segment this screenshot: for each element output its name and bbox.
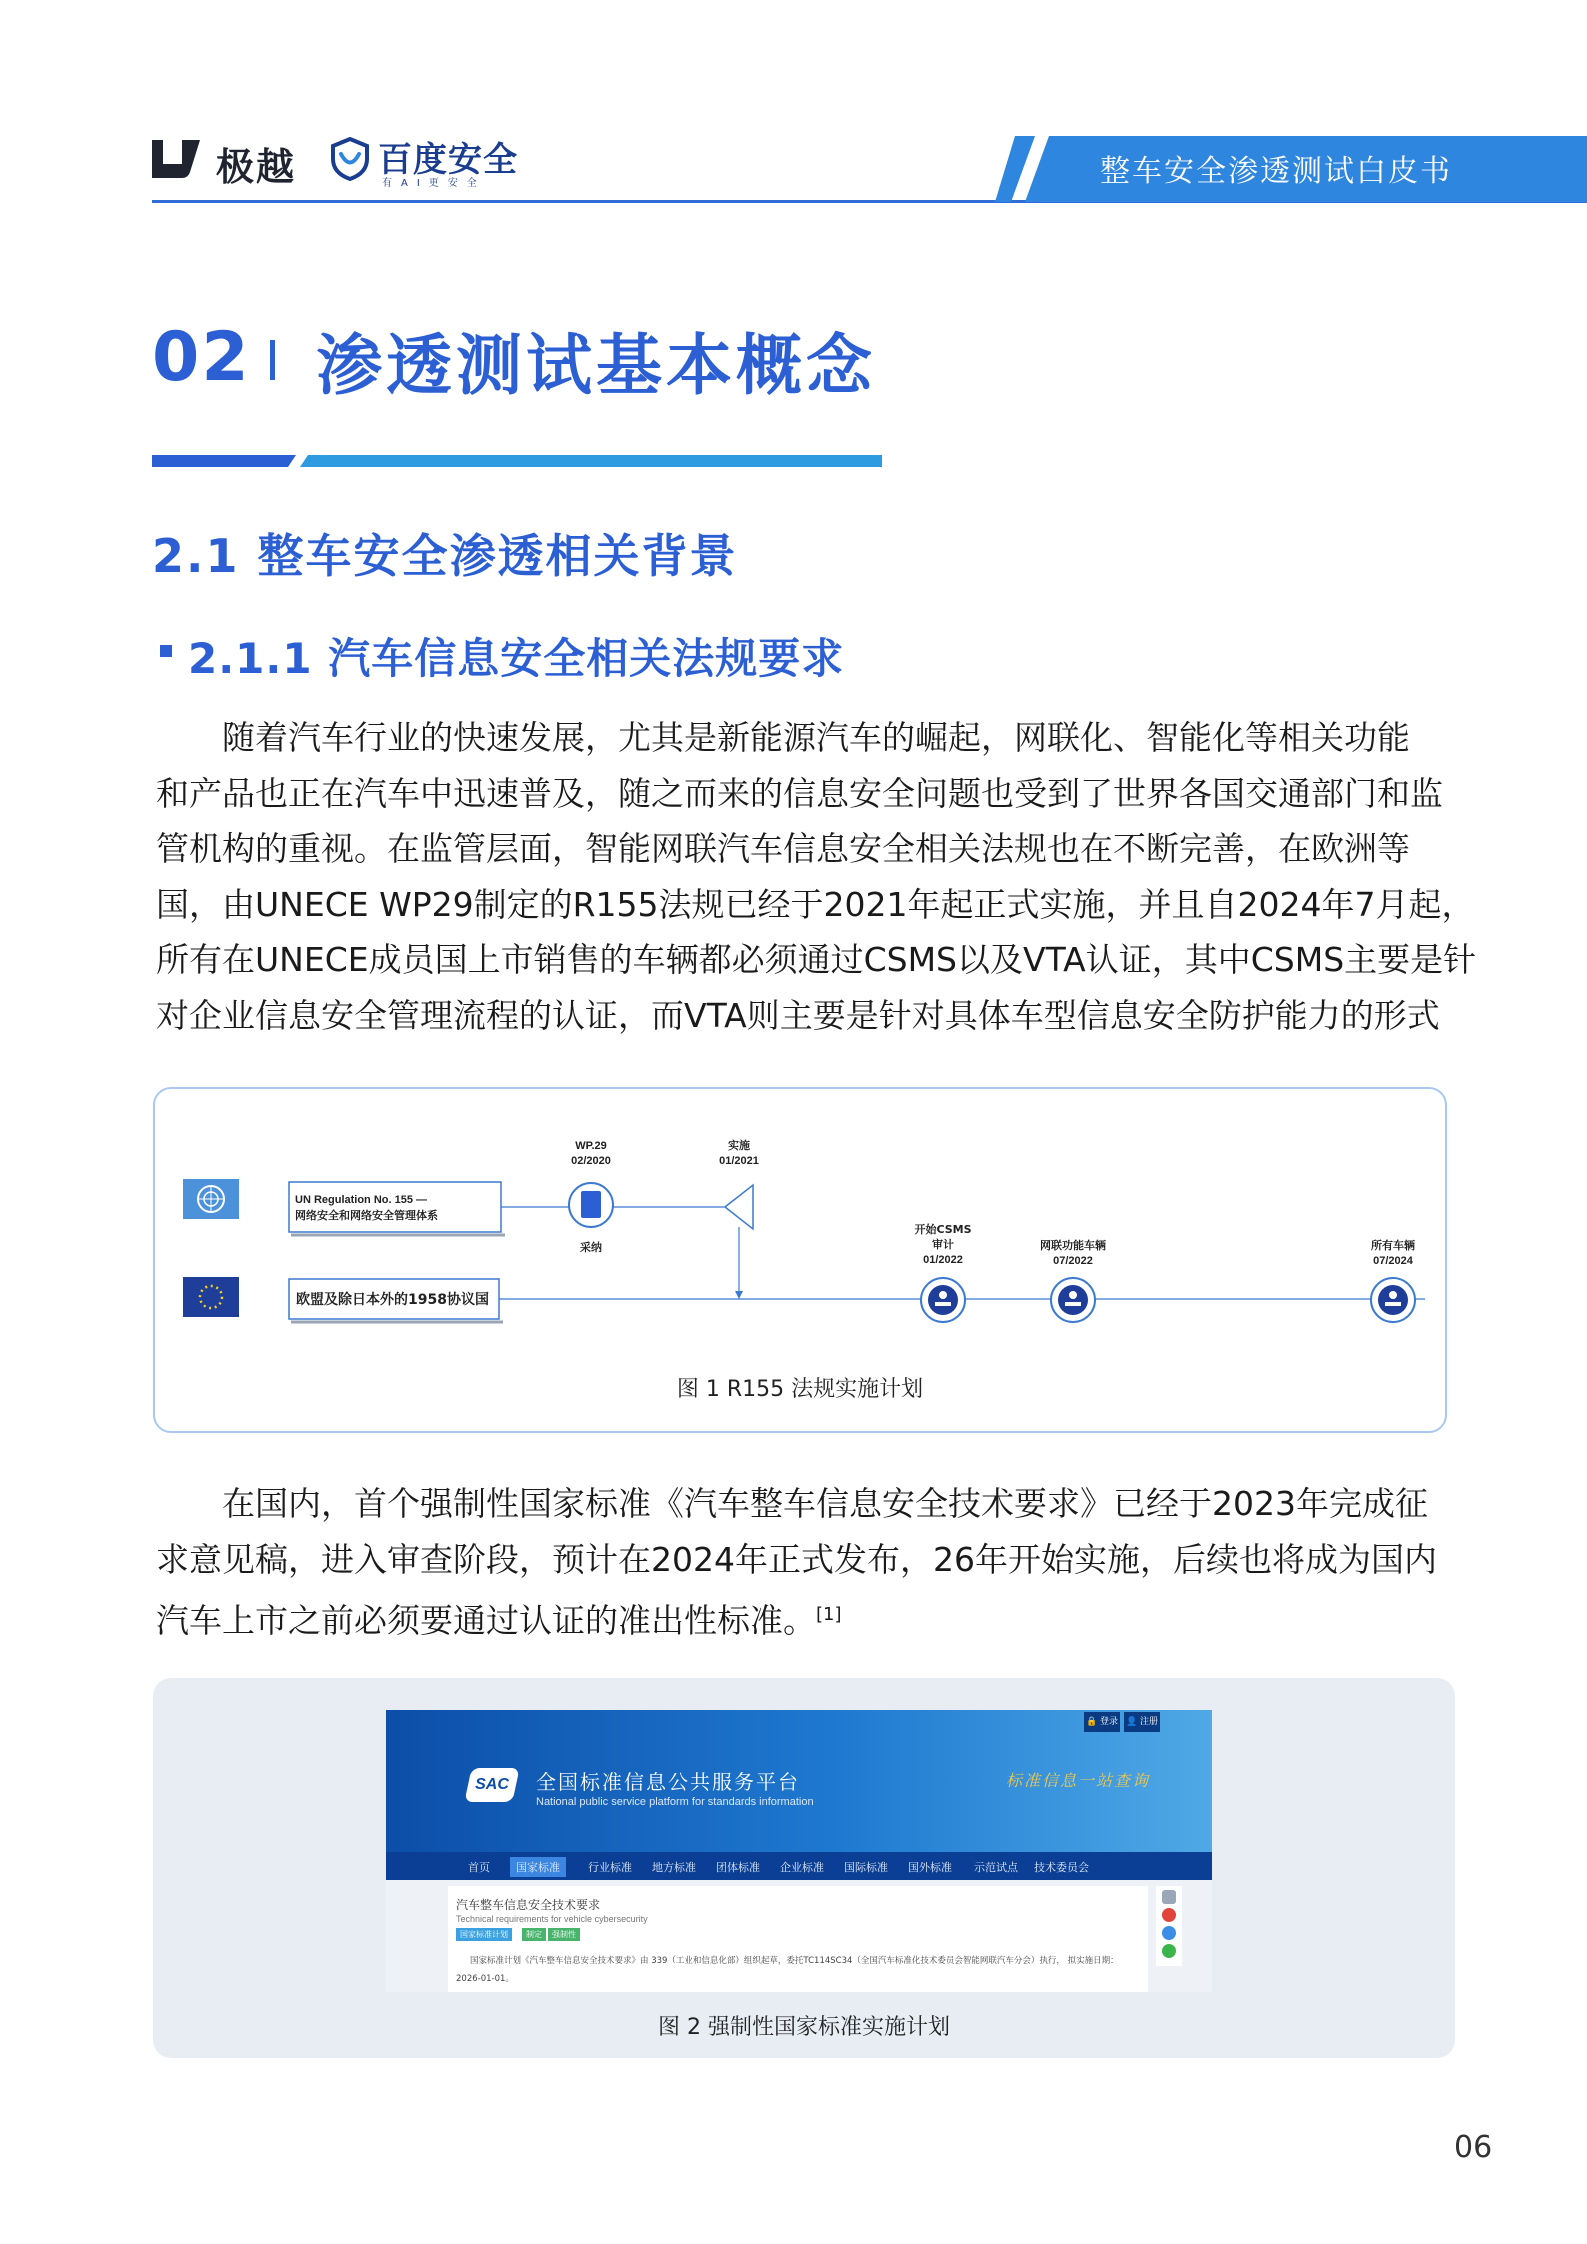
nav-item[interactable]: 企业标准 bbox=[780, 1861, 824, 1874]
paragraph-line: 所有在UNECE成员国上市销售的车辆都必须通过CSMS以及VTA认证，其中CSMS主要是针 bbox=[156, 940, 1477, 979]
paragraph-line: 随着汽车行业的快速发展，尤其是新能源汽车的崛起，网联化、智能化等相关功能 bbox=[222, 718, 1410, 757]
nav-item[interactable]: 团体标准 bbox=[716, 1861, 760, 1874]
share-icon[interactable] bbox=[1162, 1890, 1176, 1904]
un-regulation-label: UN Regulation No. 155 — bbox=[295, 1194, 428, 1206]
nav-item[interactable]: 示范试点 bbox=[974, 1861, 1018, 1874]
site-banner bbox=[386, 1710, 1212, 1852]
page-number: 06 bbox=[1454, 2130, 1493, 2165]
site-subtitle: National public service platform for standards information bbox=[536, 1796, 814, 1808]
chapter-number: 02 bbox=[152, 318, 251, 397]
nav-item[interactable]: 首页 bbox=[468, 1861, 490, 1874]
milestone-implement-date: 01/2021 bbox=[719, 1155, 759, 1167]
nav-item-active[interactable]: 国家标准 bbox=[510, 1857, 566, 1877]
site-nav bbox=[386, 1852, 1212, 1880]
paragraph-text: 汽车上市之前必须要通过认证的准出性标准。 bbox=[156, 1601, 816, 1640]
section-title: 2.1 整车安全渗透相关背景 bbox=[152, 529, 738, 583]
document-title: 整车安全渗透测试白皮书 bbox=[1100, 154, 1452, 189]
weibo-icon[interactable] bbox=[1162, 1908, 1176, 1922]
standard-title: 汽车整车信息安全技术要求 bbox=[456, 1898, 601, 1912]
paragraph-line: 管机构的重视。在监管层面，智能网联汽车信息安全相关法规也在不断完善，在欧洲等 bbox=[156, 829, 1410, 868]
lock-icon: 🔒 bbox=[1085, 1717, 1098, 1727]
sac-logo: SAC bbox=[464, 1768, 519, 1802]
tag-draft: 制定 bbox=[522, 1928, 546, 1941]
milestone-implement-label: 实施 bbox=[728, 1139, 750, 1152]
share-sidebar bbox=[1156, 1886, 1182, 1966]
stamp-icon bbox=[1058, 1285, 1088, 1315]
nav-item[interactable]: 国际标准 bbox=[844, 1861, 888, 1874]
wechat-icon[interactable] bbox=[1162, 1944, 1176, 1958]
baidu-shield-icon bbox=[330, 137, 370, 181]
tag-mandatory: 强制性 bbox=[548, 1928, 580, 1941]
milestone-wp29-label: WP.29 bbox=[575, 1140, 607, 1152]
jiyue-logo-icon bbox=[152, 140, 200, 178]
login-label: 登录 bbox=[1100, 1717, 1119, 1727]
eu-flag-icon bbox=[183, 1277, 239, 1317]
milestone-csms-label: 开始CSMS bbox=[914, 1223, 972, 1236]
tag-plan: 国家标准计划 bbox=[456, 1928, 512, 1941]
standard-date: 2026-01-01。 bbox=[456, 1974, 514, 1984]
paragraph-line: 在国内，首个强制性国家标准《汽车整车信息安全技术要求》已经于2023年完成征 bbox=[222, 1484, 1428, 1523]
eu-region-label: 欧盟及除日本外的1958协议国 bbox=[296, 1292, 489, 1308]
figure2-caption: 图 2 强制性国家标准实施计划 bbox=[658, 2015, 950, 2040]
chapter-underline bbox=[152, 455, 882, 467]
site-slogan: 标准信息一站查询 bbox=[1006, 1771, 1151, 1790]
paragraph-line: 和产品也正在汽车中迅速普及，随之而来的信息安全问题也受到了世界各国交通部门和监 bbox=[156, 773, 1443, 813]
login-button[interactable] bbox=[1084, 1712, 1120, 1732]
milestone-all-label: 所有车辆 bbox=[1371, 1239, 1415, 1252]
site-title: 全国标准信息公共服务平台 bbox=[536, 1770, 800, 1794]
qq-icon[interactable] bbox=[1162, 1926, 1176, 1940]
register-button[interactable] bbox=[1124, 1712, 1160, 1732]
timeline-diagram bbox=[153, 1087, 1447, 1387]
paragraph-line: 对企业信息安全管理流程的认证，而VTA则主要是针对具体车型信息安全防护能力的形式 bbox=[156, 995, 1440, 1035]
milestone-csms-date: 01/2022 bbox=[923, 1254, 963, 1266]
user-icon: 👤 bbox=[1125, 1717, 1138, 1727]
paragraph-line bbox=[156, 1587, 1446, 1649]
brand-baidu-security: 百度安全 bbox=[378, 140, 518, 180]
chapter-separator bbox=[270, 340, 275, 380]
book-icon bbox=[581, 1191, 601, 1218]
standard-title-en: Technical requirements for vehicle cybersecurity bbox=[456, 1914, 648, 1924]
subsection-bullet bbox=[160, 645, 172, 657]
stamp-icon bbox=[928, 1285, 958, 1315]
standard-body: 国家标准计划《汽车整车信息安全技术要求》由 339（工业和信息化部）组织起草，委托TC114SC34（全国汽车标准化技术委员会智能网联汽车分会）执行， 拟实施日期： bbox=[470, 1956, 1119, 1966]
paragraph-national-standard bbox=[156, 1476, 1446, 1649]
milestone-wp29-date: 02/2020 bbox=[571, 1155, 611, 1167]
website-screenshot bbox=[386, 1710, 1212, 1992]
brand-jiyue: 极越 bbox=[216, 145, 297, 189]
paragraph-line: 国，由UNECE WP29制定的R155法规已经于2021年起正式实施，并且自2024年7月起， bbox=[156, 884, 1475, 924]
paragraph-regulations bbox=[156, 710, 1477, 1043]
reference-link[interactable]: [1] bbox=[816, 1604, 842, 1625]
standard-card bbox=[448, 1886, 1148, 1992]
milestone-csms-label2: 审计 bbox=[932, 1238, 954, 1251]
milestone-connected-label: 网联功能车辆 bbox=[1040, 1239, 1106, 1252]
nav-item[interactable]: 地方标准 bbox=[652, 1861, 696, 1874]
milestone-connected-date: 07/2022 bbox=[1053, 1255, 1093, 1267]
nav-item[interactable]: 行业标准 bbox=[588, 1861, 632, 1874]
brand-baidu-slogan: 有AI更安全 bbox=[382, 178, 486, 189]
un-regulation-sublabel: 网络安全和网络安全管理体系 bbox=[295, 1209, 438, 1222]
chapter-title: 渗透测试基本概念 bbox=[316, 327, 876, 404]
figure1-caption: 图 1 R155 法规实施计划 bbox=[676, 1377, 924, 1402]
milestone-wp29-note: 采纳 bbox=[580, 1241, 602, 1254]
nav-item[interactable]: 国外标准 bbox=[908, 1861, 952, 1874]
nav-item[interactable]: 技术委员会 bbox=[1034, 1861, 1089, 1874]
subsection-title: 2.1.1 汽车信息安全相关法规要求 bbox=[188, 634, 845, 683]
flag-triangle-icon bbox=[725, 1185, 753, 1229]
paragraph-line: 求意见稿，进入审查阶段，预计在2024年正式发布，26年开始实施，后续也将成为国内 bbox=[156, 1539, 1437, 1579]
stamp-icon bbox=[1378, 1285, 1408, 1315]
un-flag-icon bbox=[183, 1179, 239, 1219]
milestone-all-date: 07/2024 bbox=[1373, 1255, 1413, 1267]
register-label: 注册 bbox=[1140, 1717, 1159, 1727]
